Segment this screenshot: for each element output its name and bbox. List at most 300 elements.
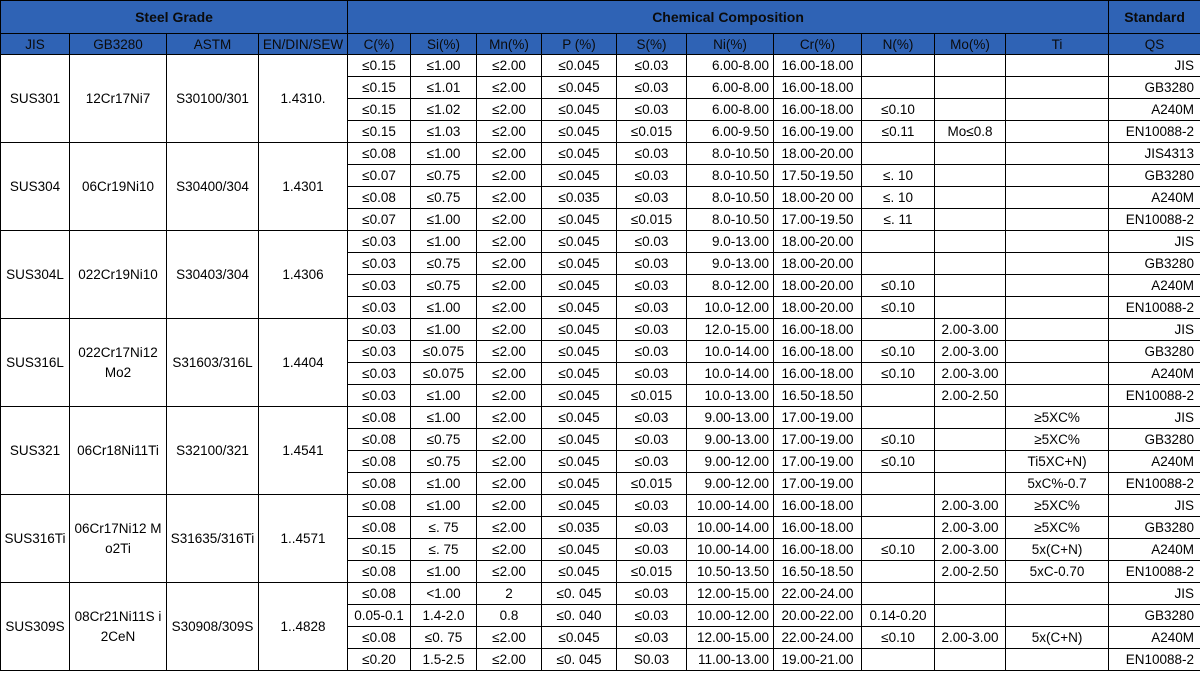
cell-s: ≤0.03 [617,407,687,429]
cell-p: ≤0.045 [542,297,617,319]
cell-cr: 18.00-20 00 [774,187,862,209]
cell-p: ≤0.045 [542,407,617,429]
cell-c: ≤0.08 [348,407,411,429]
cell-s: ≤0.03 [617,451,687,473]
cell-p: ≤0.045 [542,143,617,165]
grade-jis: SUS316L [1,319,70,407]
col-header-mo: Mo(%) [935,34,1006,55]
cell-si: ≤0.75 [411,253,477,275]
cell-ni: 9.00-12.00 [687,451,774,473]
table-row [1,231,1200,253]
cell-p: ≤0.045 [542,209,617,231]
cell-ti [1006,253,1109,275]
cell-mo: 2.00-3.00 [935,627,1006,649]
grade-jis: SUS304L [1,231,70,319]
cell-si: ≤0.075 [411,341,477,363]
column-header-row [1,34,1200,55]
cell-n: ≤0.10 [862,539,935,561]
cell-c: ≤0.03 [348,231,411,253]
cell-c: ≤0.08 [348,143,411,165]
cell-c: ≤0.08 [348,517,411,539]
cell-ti [1006,297,1109,319]
cell-s: ≤0.03 [617,495,687,517]
cell-si: ≤1.02 [411,99,477,121]
cell-ni: 10.0-14.00 [687,363,774,385]
grade-jis: SUS316Ti [1,495,70,583]
cell-mn: ≤2.00 [477,121,542,143]
col-header-n: N(%) [862,34,935,55]
cell-ni: 10.0-12.00 [687,297,774,319]
cell-ni: 10.00-12.00 [687,605,774,627]
cell-s: ≤0.015 [617,473,687,495]
cell-mn: ≤2.00 [477,99,542,121]
cell-s: ≤0.03 [617,363,687,385]
cell-n: ≤0.10 [862,341,935,363]
grade-gb3280: 06Cr19Ni10 [70,143,167,231]
cell-ti [1006,99,1109,121]
cell-mo [935,165,1006,187]
cell-p: ≤0.045 [542,341,617,363]
cell-si: <1.00 [411,583,477,605]
cell-qs: A240M [1109,627,1200,649]
cell-n [862,319,935,341]
cell-p: ≤0.045 [542,429,617,451]
cell-mo: 2.00-3.00 [935,539,1006,561]
cell-c: ≤0.08 [348,187,411,209]
cell-ni: 9.00-13.00 [687,407,774,429]
cell-cr: 22.00-24.00 [774,583,862,605]
cell-mo: 2.00-3.00 [935,363,1006,385]
cell-ni: 8.0-10.50 [687,165,774,187]
cell-c: ≤0.08 [348,473,411,495]
cell-c: ≤0.15 [348,99,411,121]
col-header-qs: QS [1109,34,1200,55]
cell-ni: 6.00-8.00 [687,55,774,77]
cell-cr: 17.00-19.00 [774,407,862,429]
cell-mn: ≤2.00 [477,253,542,275]
grade-gb3280: 12Cr17Ni7 [70,55,167,143]
grade-en: 1..4571 [259,495,348,583]
cell-mo [935,253,1006,275]
cell-n [862,495,935,517]
cell-si: ≤0.75 [411,429,477,451]
cell-c: ≤0.07 [348,209,411,231]
cell-mo [935,583,1006,605]
cell-n: ≤0.10 [862,275,935,297]
cell-cr: 16.00-18.00 [774,539,862,561]
cell-c: 0.05-0.1 [348,605,411,627]
col-header-s: S(%) [617,34,687,55]
cell-mo [935,187,1006,209]
cell-ni: 10.50-13.50 [687,561,774,583]
cell-si: 1.5-2.5 [411,649,477,671]
grade-astm: S32100/321 [167,407,259,495]
cell-p: ≤0.045 [542,539,617,561]
cell-p: ≤0.045 [542,495,617,517]
cell-mn: ≤2.00 [477,55,542,77]
cell-ti [1006,385,1109,407]
grade-gb3280: 06Cr17Ni12 M o2Ti [70,495,167,583]
cell-mn: 0.8 [477,605,542,627]
cell-mn: ≤2.00 [477,407,542,429]
col-header-c: C(%) [348,34,411,55]
cell-c: ≤0.03 [348,363,411,385]
cell-s: ≤0.03 [617,539,687,561]
cell-p: ≤0.045 [542,319,617,341]
cell-s: ≤0.03 [617,231,687,253]
cell-mn: ≤2.00 [477,385,542,407]
cell-mn: ≤2.00 [477,473,542,495]
cell-si: ≤0.75 [411,275,477,297]
cell-n [862,649,935,671]
cell-qs: JIS [1109,495,1200,517]
cell-mo [935,473,1006,495]
cell-qs: GB3280 [1109,605,1200,627]
table-body [1,55,1200,671]
cell-c: ≤0.03 [348,319,411,341]
cell-p: ≤0.045 [542,99,617,121]
cell-n [862,583,935,605]
grade-jis: SUS301 [1,55,70,143]
cell-mn: 2 [477,583,542,605]
cell-ti [1006,231,1109,253]
cell-mo [935,649,1006,671]
cell-n [862,231,935,253]
cell-n [862,561,935,583]
cell-ni: 10.0-13.00 [687,385,774,407]
cell-si: ≤1.00 [411,407,477,429]
cell-ti: ≥5XC% [1006,517,1109,539]
cell-cr: 16.00-19.00 [774,121,862,143]
cell-si: ≤. 75 [411,517,477,539]
cell-si: ≤1.00 [411,55,477,77]
cell-cr: 16.50-18.50 [774,385,862,407]
cell-qs: JIS [1109,231,1200,253]
cell-c: ≤0.08 [348,451,411,473]
cell-si: 1.4-2.0 [411,605,477,627]
cell-si: ≤1.01 [411,77,477,99]
grade-en: 1.4310. [259,55,348,143]
cell-si: ≤1.00 [411,231,477,253]
cell-c: ≤0.15 [348,77,411,99]
cell-s: ≤0.03 [617,143,687,165]
grade-gb3280: 08Cr21Ni11S i 2CeN [70,583,167,671]
cell-cr: 18.00-20.00 [774,297,862,319]
cell-mo: 2.00-3.00 [935,319,1006,341]
cell-qs: A240M [1109,275,1200,297]
cell-cr: 17.00-19.00 [774,451,862,473]
cell-ni: 6.00-8.00 [687,77,774,99]
cell-ti: 5xC%-0.7 [1006,473,1109,495]
cell-n: ≤0.10 [862,363,935,385]
cell-s: S0.03 [617,649,687,671]
cell-ti [1006,77,1109,99]
cell-s: ≤0.015 [617,121,687,143]
cell-c: ≤0.07 [348,165,411,187]
cell-ni: 9.0-13.00 [687,253,774,275]
cell-si: ≤1.00 [411,473,477,495]
cell-qs: JIS [1109,583,1200,605]
cell-p: ≤0.045 [542,165,617,187]
cell-mn: ≤2.00 [477,297,542,319]
cell-n: ≤0.10 [862,627,935,649]
cell-ni: 9.0-13.00 [687,231,774,253]
cell-cr: 17.00-19.50 [774,209,862,231]
cell-mn: ≤2.00 [477,341,542,363]
cell-ti [1006,319,1109,341]
cell-qs: A240M [1109,539,1200,561]
cell-ni: 9.00-13.00 [687,429,774,451]
cell-mo [935,451,1006,473]
cell-c: ≤0.15 [348,539,411,561]
cell-ti [1006,187,1109,209]
cell-ni: 8.0-10.50 [687,209,774,231]
cell-s: ≤0.03 [617,275,687,297]
table-row [1,143,1200,165]
cell-c: ≤0.03 [348,275,411,297]
table-row [1,407,1200,429]
col-header-jis: JIS [1,34,70,55]
cell-p: ≤0.045 [542,627,617,649]
cell-n: ≤. 10 [862,187,935,209]
cell-mo [935,407,1006,429]
cell-n: ≤. 11 [862,209,935,231]
cell-p: ≤0.045 [542,385,617,407]
cell-cr: 19.00-21.00 [774,649,862,671]
table-row [1,495,1200,517]
cell-ti [1006,275,1109,297]
col-header-mn: Mn(%) [477,34,542,55]
cell-n [862,253,935,275]
cell-si: ≤0.075 [411,363,477,385]
col-header-ti: Ti [1006,34,1109,55]
cell-ti [1006,165,1109,187]
cell-mn: ≤2.00 [477,165,542,187]
grade-astm: S30100/301 [167,55,259,143]
cell-p: ≤0.045 [542,231,617,253]
cell-qs: A240M [1109,187,1200,209]
grade-astm: S31603/316L [167,319,259,407]
cell-s: ≤0.03 [617,253,687,275]
cell-cr: 18.00-20.00 [774,231,862,253]
cell-si: ≤1.00 [411,495,477,517]
cell-qs: GB3280 [1109,165,1200,187]
cell-mn: ≤2.00 [477,561,542,583]
cell-si: ≤1.00 [411,319,477,341]
cell-p: ≤0. 045 [542,583,617,605]
cell-mn: ≤2.00 [477,77,542,99]
cell-mo [935,605,1006,627]
cell-ni: 12.00-15.00 [687,583,774,605]
cell-n [862,473,935,495]
cell-ti [1006,583,1109,605]
cell-s: ≤0.03 [617,429,687,451]
cell-cr: 18.00-20.00 [774,275,862,297]
cell-mo: Mo≤0.8 [935,121,1006,143]
cell-mn: ≤2.00 [477,495,542,517]
cell-c: ≤0.20 [348,649,411,671]
grade-gb3280: 022Cr17Ni12 Mo2 [70,319,167,407]
cell-ti [1006,363,1109,385]
cell-ni: 6.00-9.50 [687,121,774,143]
cell-c: ≤0.08 [348,429,411,451]
cell-si: ≤1.00 [411,209,477,231]
cell-mo [935,231,1006,253]
cell-p: ≤0.045 [542,561,617,583]
cell-si: ≤0. 75 [411,627,477,649]
cell-s: ≤0.03 [617,517,687,539]
cell-qs: EN10088-2 [1109,121,1200,143]
cell-mo [935,429,1006,451]
cell-ti: ≥5XC% [1006,407,1109,429]
cell-si: ≤1.00 [411,297,477,319]
cell-p: ≤0.045 [542,363,617,385]
cell-ni: 8.0-10.50 [687,187,774,209]
table-row [1,55,1200,77]
cell-qs: EN10088-2 [1109,209,1200,231]
cell-s: ≤0.03 [617,341,687,363]
cell-s: ≤0.03 [617,627,687,649]
grade-astm: S30908/309S [167,583,259,671]
cell-n [862,407,935,429]
cell-qs: EN10088-2 [1109,473,1200,495]
grade-en: 1.4301 [259,143,348,231]
cell-c: ≤0.15 [348,55,411,77]
steel-grade-header: Steel Grade [1,1,348,34]
cell-ni: 11.00-13.00 [687,649,774,671]
grade-astm: S30403/304 [167,231,259,319]
cell-ti [1006,55,1109,77]
cell-s: ≤0.03 [617,99,687,121]
cell-ti [1006,649,1109,671]
cell-mo [935,143,1006,165]
cell-mn: ≤2.00 [477,363,542,385]
cell-mo: 2.00-2.50 [935,385,1006,407]
cell-p: ≤0.045 [542,473,617,495]
grade-astm: S31635/316Ti [167,495,259,583]
cell-ti [1006,341,1109,363]
cell-n: ≤. 10 [862,165,935,187]
col-header-si: Si(%) [411,34,477,55]
cell-cr: 16.00-18.00 [774,99,862,121]
cell-s: ≤0.015 [617,561,687,583]
cell-mn: ≤2.00 [477,429,542,451]
grade-gb3280: 022Cr19Ni10 [70,231,167,319]
cell-mo: 2.00-3.00 [935,341,1006,363]
cell-n [862,517,935,539]
cell-c: ≤0.03 [348,341,411,363]
cell-ni: 10.00-14.00 [687,517,774,539]
cell-n: ≤0.10 [862,99,935,121]
cell-p: ≤0.045 [542,275,617,297]
cell-qs: EN10088-2 [1109,385,1200,407]
cell-n: ≤0.10 [862,451,935,473]
cell-cr: 22.00-24.00 [774,627,862,649]
cell-p: ≤0.045 [542,77,617,99]
cell-cr: 16.00-18.00 [774,341,862,363]
grade-en: 1.4306 [259,231,348,319]
cell-qs: GB3280 [1109,341,1200,363]
cell-mn: ≤2.00 [477,627,542,649]
col-header-cr: Cr(%) [774,34,862,55]
cell-qs: JIS4313 [1109,143,1200,165]
col-header-en-din-sew: EN/DIN/SEW [259,34,348,55]
cell-c: ≤0.15 [348,121,411,143]
cell-cr: 16.00-18.00 [774,495,862,517]
cell-qs: EN10088-2 [1109,297,1200,319]
cell-s: ≤0.03 [617,187,687,209]
cell-s: ≤0.015 [617,385,687,407]
cell-mo [935,209,1006,231]
cell-mn: ≤2.00 [477,231,542,253]
chemical-composition-header: Chemical Composition [348,1,1109,34]
cell-c: ≤0.03 [348,253,411,275]
cell-cr: 16.00-18.00 [774,363,862,385]
table-row [1,583,1200,605]
cell-c: ≤0.03 [348,297,411,319]
cell-s: ≤0.03 [617,55,687,77]
grade-en: 1..4828 [259,583,348,671]
cell-cr: 18.00-20.00 [774,143,862,165]
cell-n [862,143,935,165]
cell-si: ≤1.03 [411,121,477,143]
cell-mo [935,77,1006,99]
cell-cr: 16.00-18.00 [774,319,862,341]
cell-cr: 16.50-18.50 [774,561,862,583]
cell-cr: 16.00-18.00 [774,517,862,539]
grade-jis: SUS304 [1,143,70,231]
cell-ni: 9.00-12.00 [687,473,774,495]
cell-mo [935,99,1006,121]
cell-ti [1006,605,1109,627]
cell-qs: JIS [1109,55,1200,77]
cell-mn: ≤2.00 [477,209,542,231]
col-header-astm: ASTM [167,34,259,55]
cell-n: ≤0.10 [862,429,935,451]
cell-qs: GB3280 [1109,517,1200,539]
col-header-gb3280: GB3280 [70,34,167,55]
cell-qs: A240M [1109,99,1200,121]
cell-qs: JIS [1109,407,1200,429]
cell-mn: ≤2.00 [477,143,542,165]
cell-ni: 10.00-14.00 [687,495,774,517]
cell-ni: 10.0-14.00 [687,341,774,363]
cell-s: ≤0.015 [617,209,687,231]
cell-cr: 17.00-19.00 [774,473,862,495]
cell-mo [935,297,1006,319]
table-row [1,319,1200,341]
cell-si: ≤. 75 [411,539,477,561]
grade-en: 1.4404 [259,319,348,407]
cell-p: ≤0.035 [542,187,617,209]
cell-qs: A240M [1109,451,1200,473]
cell-qs: EN10088-2 [1109,561,1200,583]
cell-n: ≤0.10 [862,297,935,319]
cell-ni: 6.00-8.00 [687,99,774,121]
cell-n [862,385,935,407]
cell-mn: ≤2.00 [477,187,542,209]
cell-c: ≤0.08 [348,495,411,517]
cell-c: ≤0.08 [348,627,411,649]
cell-mo [935,55,1006,77]
cell-s: ≤0.03 [617,583,687,605]
cell-si: ≤1.00 [411,561,477,583]
cell-si: ≤1.00 [411,143,477,165]
cell-si: ≤0.75 [411,451,477,473]
cell-p: ≤0.035 [542,517,617,539]
cell-ti: 5xC-0.70 [1006,561,1109,583]
cell-qs: GB3280 [1109,429,1200,451]
